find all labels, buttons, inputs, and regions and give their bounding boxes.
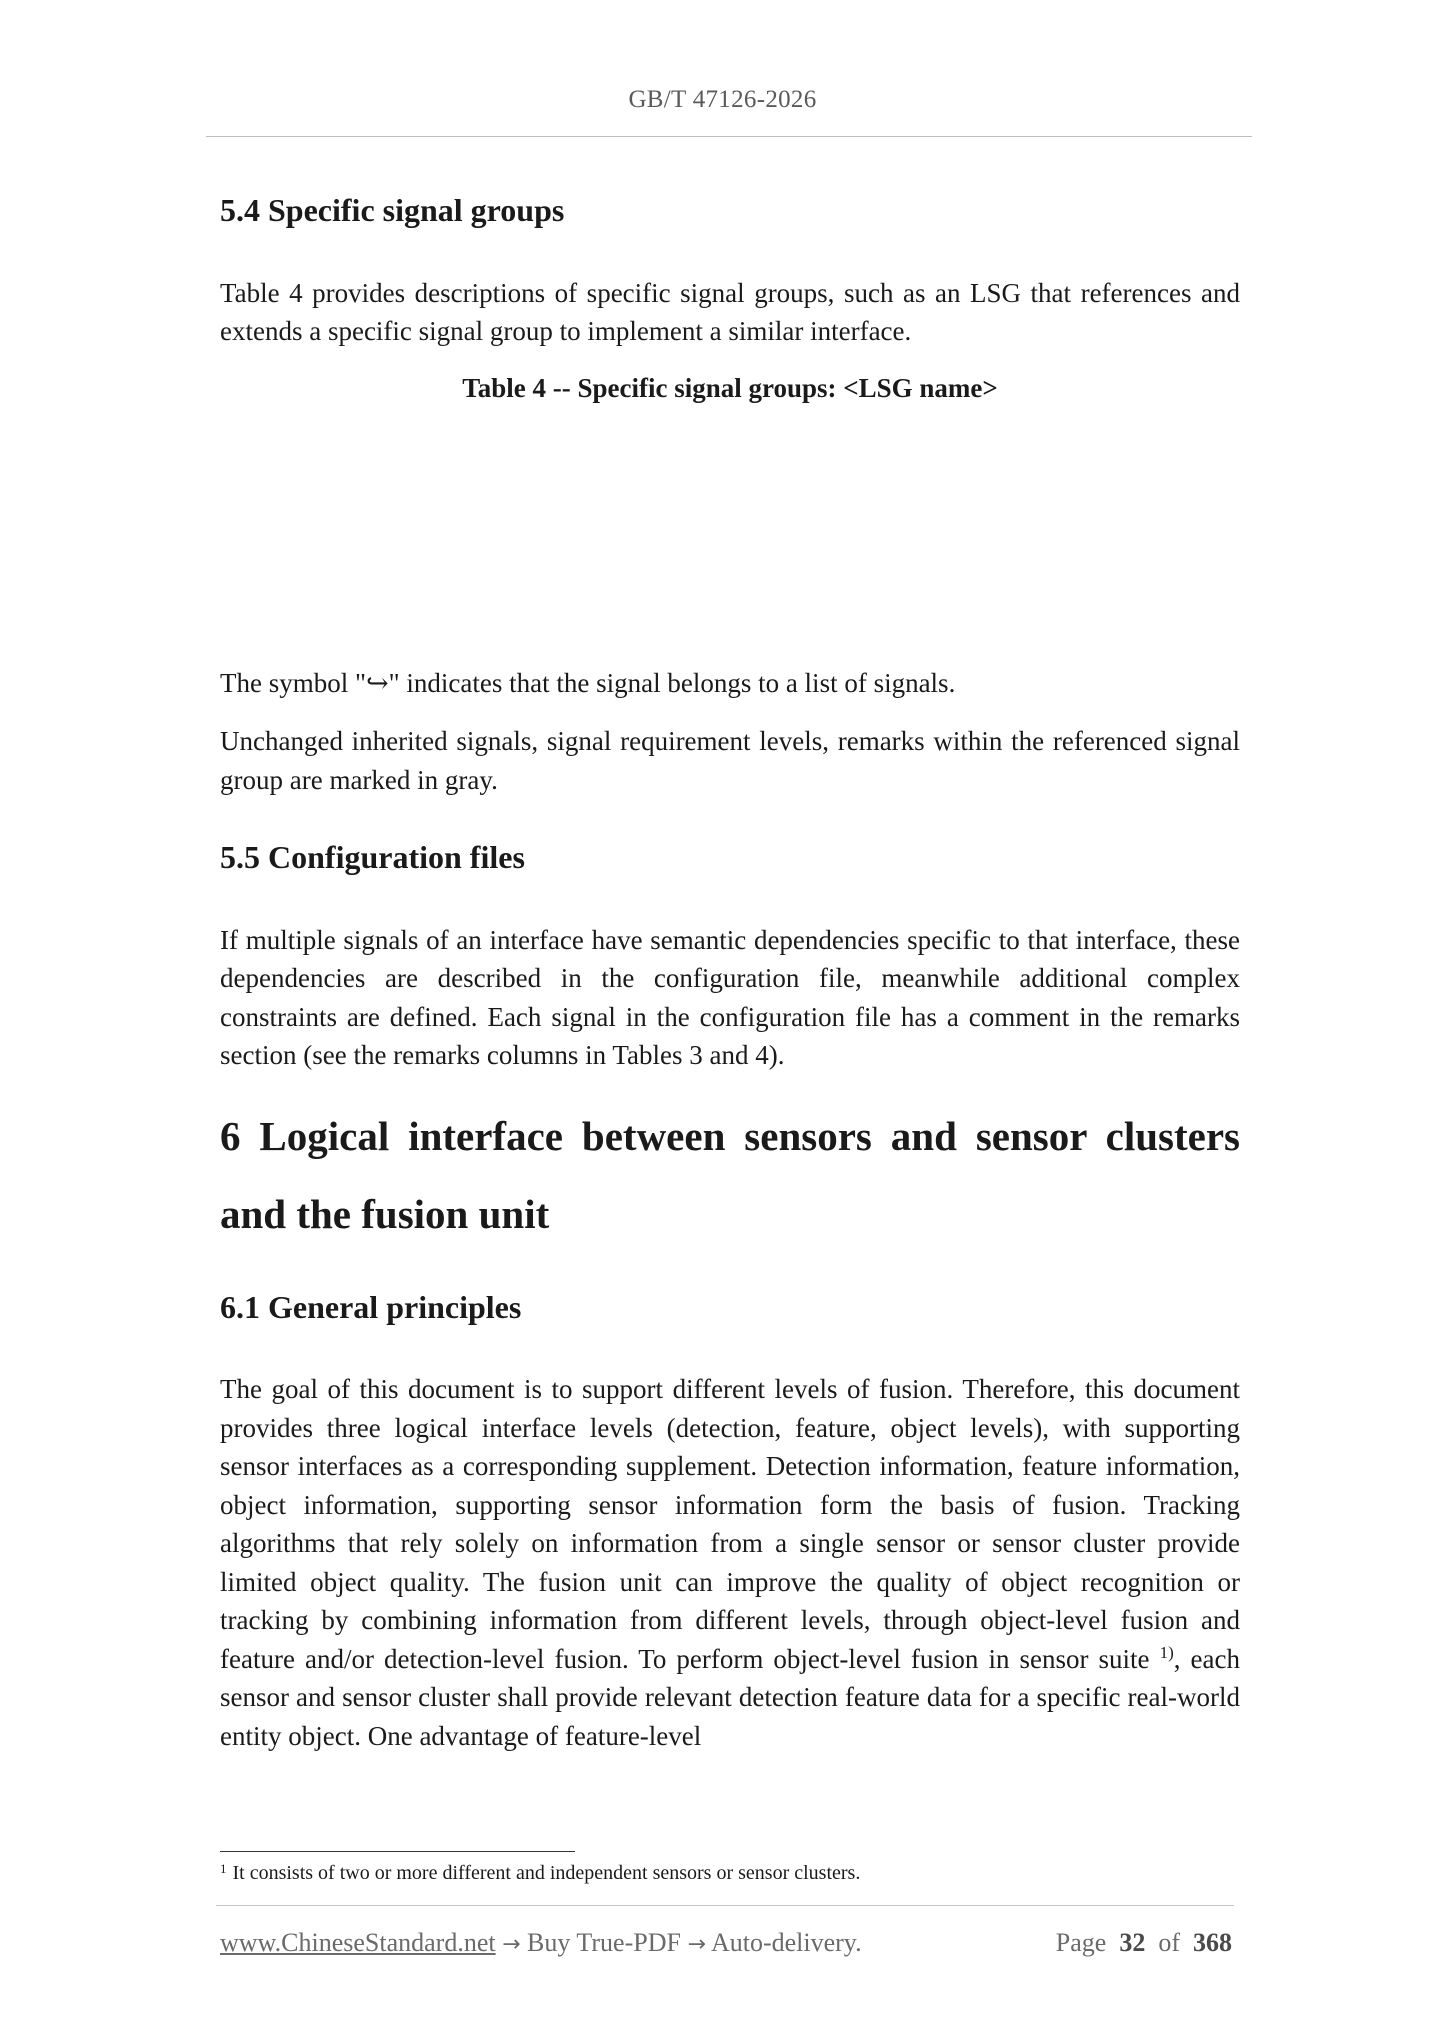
arrow-right-icon: → (502, 1932, 521, 1957)
footer-divider (216, 1905, 1234, 1906)
page-body (220, 180, 1240, 1775)
section-heading-5-4: 5.4 Specific signal groups (220, 192, 565, 228)
section-heading-5-5: 5.5 Configuration files (220, 839, 525, 876)
footnote-text: It consists of two or more different and independent sensors or sensor clusters. (232, 1862, 861, 1884)
auto-delivery-text: Auto-delivery. (710, 1928, 862, 1957)
section-5-5-paragraph-1: If multiple signals of an interface have semantic dependencies specific to that interface, these dependencies are described in the configuration file, meanwhile additional complex constraints are defined. Each signal in the configuration file has a comment in the remarks section (see the remarks columns in Tables 3 and 4). (220, 924, 1240, 1071)
arrow-right-icon: → (687, 1932, 706, 1957)
total-pages: 368 (1193, 1928, 1232, 1957)
section-6-1-paragraph-1 (220, 1370, 1240, 1755)
table-4-caption: Table 4 -- Specific signal groups: <LSG name> (462, 372, 998, 403)
website-link[interactable]: www.ChineseStandard.net (220, 1928, 496, 1957)
footer-left (220, 1928, 862, 1958)
section-heading-6-1: 6.1 General principles (220, 1288, 522, 1325)
page-indicator (1056, 1928, 1232, 1958)
section-5-4-paragraph-1: Table 4 provides descriptions of specific signal groups, such as an LSG that references and extends a specific signal group to implement a similar interface. (220, 277, 1240, 347)
section-6-1-text-part-1: The goal of this document is to support different levels of fusion. Therefore, this document provides three logical interface levels (detection, feature, object levels), with supporting sensor interfaces as a corresponding supplement. Detection information, feature information, object information, supporting sensor information form the basis of fusion. Tracking algorithms that rely solely on information from a single sensor or sensor cluster provide limited object quality. The fusion unit can improve the quality of object recognition or tracking by combining information from different levels, through object-level fusion and feature and/or detection-level fusion. To perform object-level fusion in sensor suite (220, 1374, 1240, 1674)
chapter-heading-6: 6 Logical interface between sensors and sensor clusters and the fusion unit (220, 1112, 1240, 1237)
section-5-4-paragraph-3: Unchanged inherited signals, signal requirement levels, remarks within the referenced signal group are marked in gray. (220, 726, 1240, 795)
of-label: of (1158, 1928, 1180, 1957)
page-label: Page (1055, 1928, 1107, 1957)
header-divider (206, 136, 1252, 137)
footnote (220, 1862, 1240, 1885)
section-6-1-text-part-2: , each sensor and sensor cluster shall provide relevant detection feature data for a specific real-world entity object. One advantage of feature-level (220, 1643, 1241, 1751)
page-number: 32 (1119, 1928, 1146, 1957)
footnote-divider (220, 1851, 575, 1852)
footnote-marker: 1 (220, 1861, 227, 1876)
section-5-4-paragraph-2: The symbol "↪" indicates that the signal belongs to a list of signals. (220, 667, 956, 698)
document-code-header: GB/T 47126-2026 (628, 86, 817, 113)
page-footer (220, 1928, 1232, 1958)
table-4-placeholder (220, 406, 1240, 664)
footnote-reference[interactable]: 1) (1159, 1642, 1174, 1662)
buy-pdf-text: Buy True-PDF (527, 1928, 681, 1957)
